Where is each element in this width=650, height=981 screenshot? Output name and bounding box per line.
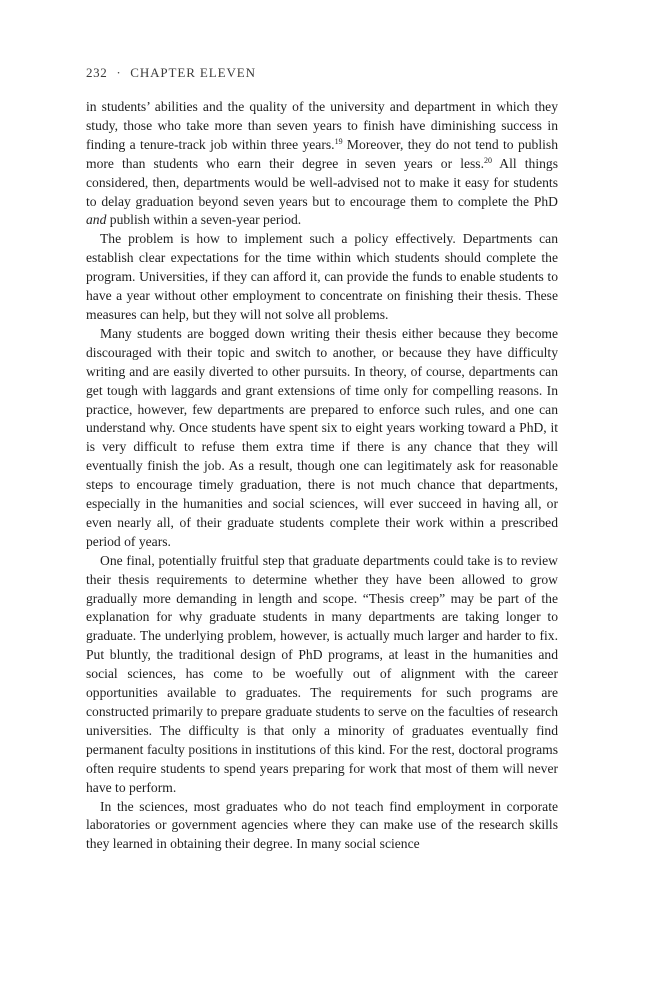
text-run: Moreover, they do not tend to publish more than students who earn their degree in seven years or less.: [86, 136, 558, 171]
book-page: [86, 64, 558, 854]
running-head: [86, 64, 558, 82]
paragraph: [86, 325, 558, 552]
footnote-ref: 20: [483, 155, 492, 165]
text-run: publish within a seven-year period.: [106, 212, 302, 228]
paragraph: [86, 230, 558, 325]
footnote-ref: 19: [334, 136, 343, 146]
chapter-title: CHAPTER ELEVEN: [130, 65, 256, 80]
paragraph: [86, 98, 558, 230]
paragraph: [86, 798, 558, 855]
page-number: 232: [86, 65, 108, 80]
text-run: In the sciences, most graduates who do not teach find employment in corporate laboratories or government agencies where they can make use of the research skills they learned in obtaining their degree. In many social science: [86, 798, 558, 852]
text-run: Many students are bogged down writing their thesis either because they become discouraged with their topic and switch to another, or because they have difficulty writing and are easily diverted to other pursuits. In theory, of course, departments can get tough with laggards and grant extensions of time only for compelling reasons. In practice, however, few departments are prepared to enforce such rules, and one can understand why. Once students have spent six to eight years working toward a PhD, it is very difficult to refuse them extra time if there is any chance that they will eventually finish the job. As a result, though one can legitimately ask for reasonable steps to encourage timely graduation, there is not much chance that departments, especially in the humanities and social sciences, will ever succeed in having all, or even nearly all, of their graduate students complete their work within a prescribed period of years.: [86, 325, 558, 549]
text-run: in students’ abilities and the quality of the university and department in which they study, those who take more than seven years to finish have diminishing success in finding a tenure-track job within three years.: [86, 99, 558, 152]
header-separator: ·: [116, 65, 122, 80]
text-run: All things considered, then, departments would be well-advised not to make it easy for students to delay graduation beyond seven years but to encourage them to complete the PhD: [86, 155, 558, 209]
emphasis-text: and: [86, 212, 107, 228]
body-text: [86, 98, 558, 854]
text-run: One final, potentially fruitful step that graduate departments could take is to review their thesis requirements to determine whether they have been allowed to grow gradually more demanding in length and scope. “Thesis creep” may be part of the explanation for why graduate students in many departments are taking longer to graduate. The underlying problem, however, is actually much larger and harder to fix. Put bluntly, the traditional design of PhD programs, at least in the humanities and social sciences, has come to be woefully out of alignment with the career opportunities available to graduates. The requirements for such programs are constructed primarily to prepare graduate students to serve on the faculties of research universities. The difficulty is that only a minority of graduates eventually find permanent faculty positions in institutions of this kind. For the rest, doctoral programs often require students to spend years preparing for work that most of them will never have to perform.: [86, 552, 558, 795]
text-run: The problem is how to implement such a policy effectively. Departments can establish clear expectations for the time within which students should complete the program. Universities, if they can afford it, can provide the funds to enable students to have a year without other employment to concentrate on finishing their thesis. These measures can help, but they will not solve all problems.: [86, 231, 558, 322]
paragraph: [86, 552, 558, 798]
